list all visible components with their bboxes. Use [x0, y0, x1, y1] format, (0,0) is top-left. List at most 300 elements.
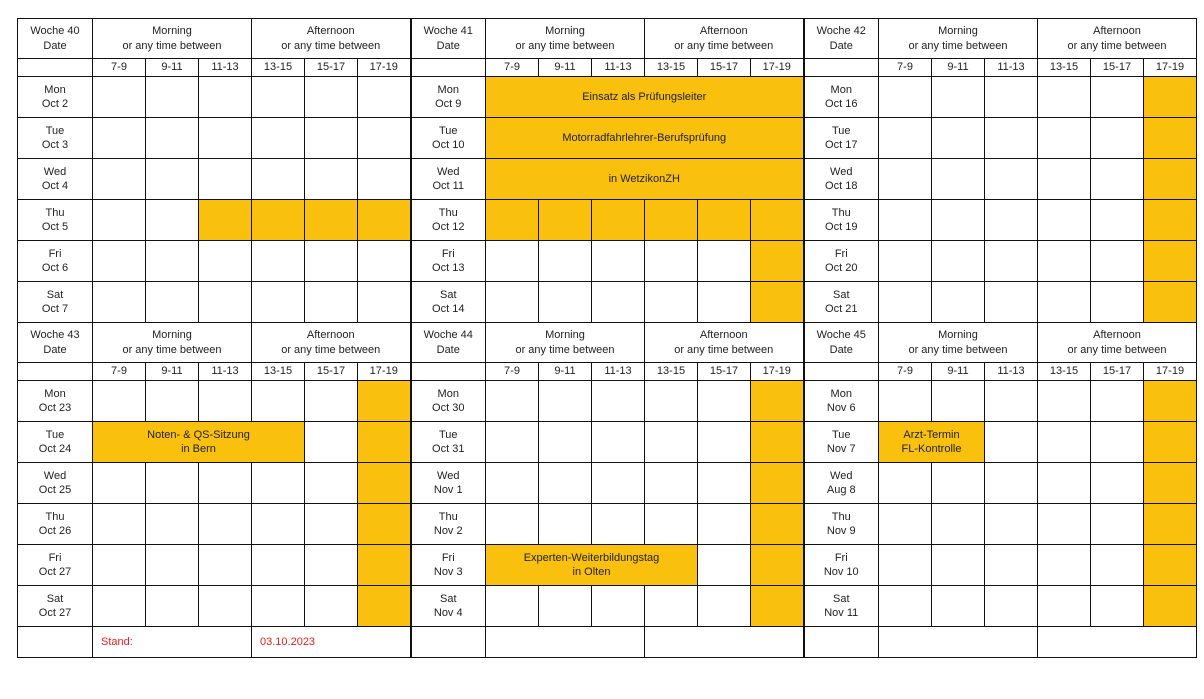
day-date: Oct 13	[432, 262, 465, 274]
day-date: Oct 10	[432, 139, 465, 151]
day-of-week: Tue	[45, 124, 65, 137]
period-label: Morning	[152, 329, 192, 342]
free-slot	[985, 586, 1038, 627]
free-slot	[932, 118, 985, 159]
free-slot	[1091, 586, 1144, 627]
day-row	[18, 545, 1197, 586]
free-slot	[199, 381, 252, 422]
between-label: or any time between	[674, 343, 774, 356]
slot-spacer	[411, 363, 486, 381]
day-of-week: Wed	[437, 165, 460, 178]
busy-slot	[1144, 77, 1197, 118]
free-slot	[539, 463, 592, 504]
day-date: Nov 11	[824, 607, 859, 619]
time-slot-header: 13-15	[645, 363, 698, 381]
week-number: Woche 44	[423, 329, 473, 342]
day-cell	[411, 381, 486, 422]
free-slot	[539, 586, 592, 627]
time-slot-header: 7-9	[486, 59, 539, 77]
period-label: Afternoon	[306, 329, 355, 342]
slot-spacer	[804, 59, 879, 77]
event-experten-weiterbildung	[486, 545, 698, 586]
free-slot	[93, 241, 146, 282]
free-slot	[1038, 159, 1091, 200]
busy-slot	[1144, 422, 1197, 463]
free-slot	[985, 463, 1038, 504]
day-date: Oct 5	[41, 221, 69, 233]
free-slot	[1038, 381, 1091, 422]
event-text: Experten-Weiterbildungstag	[523, 551, 660, 564]
free-slot	[93, 118, 146, 159]
stand-spacer	[411, 627, 486, 658]
free-slot	[539, 282, 592, 323]
day-cell	[804, 118, 879, 159]
day-date: Oct 9	[435, 98, 462, 110]
free-slot	[93, 77, 146, 118]
time-slot-header: 17-19	[358, 363, 411, 381]
time-slot-header: 9-11	[539, 363, 592, 381]
busy-slot	[592, 200, 645, 241]
day-cell	[18, 463, 93, 504]
time-slot-header: 17-19	[1144, 363, 1197, 381]
day-date: Oct 26	[38, 525, 72, 537]
week-header-row	[18, 323, 1197, 363]
week-number: Woche 45	[816, 329, 866, 342]
week-number: Woche 42	[816, 25, 866, 38]
stand-spacer	[804, 627, 879, 658]
event-text: in Bern	[181, 443, 216, 455]
free-slot	[1038, 545, 1091, 586]
busy-slot	[358, 422, 411, 463]
day-date: Oct 17	[825, 139, 858, 151]
week-number: Woche 40	[30, 25, 80, 38]
time-slot-header: 9-11	[146, 59, 199, 77]
between-label: or any time between	[1067, 39, 1167, 52]
busy-slot	[1144, 118, 1197, 159]
day-row	[18, 381, 1197, 422]
free-slot	[879, 463, 932, 504]
time-slot-header: 9-11	[539, 59, 592, 77]
free-slot	[1038, 282, 1091, 323]
morning-header	[879, 323, 1038, 363]
free-slot	[93, 200, 146, 241]
day-row	[18, 504, 1197, 545]
free-slot	[698, 504, 751, 545]
free-slot	[879, 545, 932, 586]
free-slot	[199, 545, 252, 586]
day-of-week: Fri	[48, 247, 62, 260]
busy-slot	[358, 504, 411, 545]
time-slot-row	[18, 363, 1197, 381]
time-slot-header: 9-11	[932, 59, 985, 77]
free-slot	[199, 159, 252, 200]
free-slot	[698, 282, 751, 323]
busy-slot	[1144, 282, 1197, 323]
between-label: or any time between	[674, 39, 774, 52]
day-date: Nov 7	[826, 443, 856, 455]
day-of-week: Thu	[831, 510, 851, 523]
event-text: in WetzikonZH	[608, 172, 680, 185]
free-slot	[199, 118, 252, 159]
day-row	[18, 282, 1197, 323]
free-slot	[146, 586, 199, 627]
busy-slot	[751, 463, 804, 504]
free-slot	[146, 118, 199, 159]
day-cell	[804, 200, 879, 241]
free-slot	[698, 422, 751, 463]
free-slot	[199, 504, 252, 545]
free-slot	[592, 586, 645, 627]
time-slot-header: 17-19	[1144, 59, 1197, 77]
day-date: Oct 18	[825, 180, 858, 192]
free-slot	[592, 282, 645, 323]
day-cell	[804, 586, 879, 627]
free-slot	[645, 381, 698, 422]
time-slot-header: 7-9	[486, 363, 539, 381]
free-slot	[252, 118, 305, 159]
free-slot	[1038, 422, 1091, 463]
between-label: or any time between	[281, 39, 381, 52]
day-of-week: Mon	[437, 83, 459, 96]
busy-slot	[751, 241, 804, 282]
free-slot	[1091, 77, 1144, 118]
day-cell	[804, 422, 879, 463]
free-slot	[486, 381, 539, 422]
free-slot	[252, 463, 305, 504]
free-slot	[932, 159, 985, 200]
day-of-week: Sat	[439, 592, 457, 605]
day-cell	[804, 545, 879, 586]
day-date: Oct 31	[432, 443, 465, 455]
day-cell	[411, 422, 486, 463]
time-slot-header: 17-19	[358, 59, 411, 77]
busy-slot	[751, 422, 804, 463]
time-slot-header: 13-15	[1038, 59, 1091, 77]
day-of-week: Sat	[439, 288, 457, 301]
free-slot	[932, 504, 985, 545]
day-of-week: Sat	[46, 592, 64, 605]
free-slot	[305, 282, 358, 323]
afternoon-header	[252, 323, 411, 363]
day-cell	[18, 282, 93, 323]
day-cell	[804, 241, 879, 282]
afternoon-header	[1038, 323, 1197, 363]
day-cell	[18, 241, 93, 282]
day-of-week: Fri	[441, 551, 455, 564]
busy-slot	[358, 463, 411, 504]
busy-slot	[539, 200, 592, 241]
free-slot	[252, 381, 305, 422]
day-date: Nov 3	[433, 566, 463, 578]
free-slot	[252, 241, 305, 282]
day-of-week: Thu	[438, 510, 458, 523]
free-slot	[932, 545, 985, 586]
time-slot-header: 13-15	[1038, 363, 1091, 381]
event-text: Einsatz als Prüfungsleiter	[582, 90, 707, 103]
date-label: Date	[829, 343, 853, 356]
between-label: or any time between	[281, 343, 381, 356]
day-date: Oct 16	[825, 98, 858, 110]
morning-header	[486, 19, 645, 59]
busy-slot	[199, 200, 252, 241]
day-of-week: Thu	[438, 206, 458, 219]
stand-label: Stand:	[93, 627, 252, 658]
free-slot	[305, 504, 358, 545]
busy-slot	[698, 200, 751, 241]
period-label: Morning	[938, 329, 978, 342]
day-date: Oct 21	[825, 303, 858, 315]
free-slot	[252, 77, 305, 118]
free-slot	[1038, 118, 1091, 159]
day-of-week: Wed	[830, 165, 853, 178]
day-of-week: Thu	[45, 206, 65, 219]
time-slot-header: 7-9	[93, 59, 146, 77]
free-slot	[985, 77, 1038, 118]
free-slot	[698, 463, 751, 504]
free-slot	[985, 504, 1038, 545]
stand-date: 03.10.2023	[252, 627, 411, 658]
free-slot	[1091, 422, 1144, 463]
day-of-week: Tue	[438, 428, 458, 441]
free-slot	[592, 381, 645, 422]
free-slot	[358, 77, 411, 118]
free-slot	[486, 463, 539, 504]
free-slot	[645, 463, 698, 504]
free-slot	[305, 463, 358, 504]
free-slot	[592, 504, 645, 545]
free-slot	[305, 118, 358, 159]
day-of-week: Tue	[45, 428, 65, 441]
free-slot	[146, 159, 199, 200]
free-slot	[146, 241, 199, 282]
free-slot	[698, 545, 751, 586]
date-label: Date	[436, 343, 460, 356]
day-of-week: Thu	[45, 510, 65, 523]
day-date: Oct 23	[38, 402, 72, 414]
day-date: Oct 19	[825, 221, 858, 233]
free-slot	[879, 118, 932, 159]
slot-spacer	[18, 363, 93, 381]
free-slot	[486, 241, 539, 282]
day-row	[18, 586, 1197, 627]
free-slot	[539, 381, 592, 422]
free-slot	[146, 381, 199, 422]
free-slot	[305, 381, 358, 422]
period-label: Afternoon	[699, 25, 748, 38]
free-slot	[305, 159, 358, 200]
free-slot	[93, 463, 146, 504]
time-slot-header: 13-15	[645, 59, 698, 77]
date-label: Date	[436, 39, 460, 52]
free-slot	[1038, 241, 1091, 282]
time-slot-header: 17-19	[751, 363, 804, 381]
free-slot	[985, 200, 1038, 241]
day-date: Oct 12	[432, 221, 465, 233]
day-cell	[411, 586, 486, 627]
free-slot	[645, 504, 698, 545]
busy-slot	[751, 381, 804, 422]
busy-slot	[751, 586, 804, 627]
day-row	[18, 463, 1197, 504]
time-slot-header: 13-15	[252, 59, 305, 77]
day-cell	[804, 159, 879, 200]
stand-blank	[486, 627, 645, 658]
day-cell	[411, 282, 486, 323]
between-label: or any time between	[908, 343, 1008, 356]
free-slot	[199, 586, 252, 627]
free-slot	[1091, 463, 1144, 504]
day-date: Oct 27	[38, 607, 72, 619]
free-slot	[985, 545, 1038, 586]
day-date: Oct 2	[41, 98, 69, 110]
time-slot-header: 15-17	[698, 363, 751, 381]
time-slot-header: 11-13	[199, 363, 252, 381]
free-slot	[486, 586, 539, 627]
busy-slot	[751, 504, 804, 545]
slot-spacer	[804, 363, 879, 381]
free-slot	[1038, 77, 1091, 118]
free-slot	[879, 200, 932, 241]
free-slot	[879, 282, 932, 323]
day-of-week: Mon	[830, 83, 852, 96]
free-slot	[252, 159, 305, 200]
free-slot	[199, 77, 252, 118]
day-date: Oct 24	[38, 443, 72, 455]
free-slot	[932, 200, 985, 241]
free-slot	[1038, 504, 1091, 545]
day-cell	[411, 504, 486, 545]
day-cell	[411, 77, 486, 118]
free-slot	[985, 241, 1038, 282]
week-label	[18, 19, 93, 59]
day-date: Oct 7	[41, 303, 69, 315]
date-label: Date	[829, 39, 853, 52]
free-slot	[93, 545, 146, 586]
free-slot	[486, 282, 539, 323]
free-slot	[486, 504, 539, 545]
week-label	[411, 19, 486, 59]
time-slot-header: 7-9	[93, 363, 146, 381]
event-motorrad	[486, 118, 804, 159]
day-date: Nov 2	[433, 525, 463, 537]
free-slot	[985, 118, 1038, 159]
free-slot	[985, 381, 1038, 422]
afternoon-header	[645, 19, 804, 59]
morning-header	[486, 323, 645, 363]
day-of-week: Mon	[44, 83, 66, 96]
free-slot	[932, 463, 985, 504]
time-slot-header: 11-13	[592, 363, 645, 381]
day-date: Oct 4	[41, 180, 69, 192]
free-slot	[199, 463, 252, 504]
busy-slot	[358, 586, 411, 627]
free-slot	[932, 77, 985, 118]
free-slot	[879, 586, 932, 627]
free-slot	[645, 586, 698, 627]
busy-slot	[1144, 463, 1197, 504]
free-slot	[358, 118, 411, 159]
slot-spacer	[18, 59, 93, 77]
day-date: Oct 30	[432, 402, 465, 414]
free-slot	[252, 504, 305, 545]
free-slot	[985, 159, 1038, 200]
stand-blank	[879, 627, 1038, 658]
event-noten-sitzung	[93, 422, 305, 463]
day-cell	[411, 200, 486, 241]
time-slot-header: 15-17	[698, 59, 751, 77]
event-text: in Olten	[572, 566, 611, 578]
day-row	[18, 200, 1197, 241]
time-slot-header: 15-17	[305, 363, 358, 381]
event-text: Noten- & QS-Sitzung	[147, 428, 250, 441]
day-cell	[804, 381, 879, 422]
day-of-week: Fri	[48, 551, 62, 564]
busy-slot	[358, 545, 411, 586]
period-label: Morning	[938, 25, 978, 38]
free-slot	[645, 422, 698, 463]
time-slot-header: 15-17	[1091, 363, 1144, 381]
time-slot-header: 11-13	[985, 59, 1038, 77]
stand-spacer	[18, 627, 93, 658]
afternoon-header	[645, 323, 804, 363]
free-slot	[199, 282, 252, 323]
between-label: or any time between	[515, 343, 615, 356]
morning-header	[93, 323, 252, 363]
day-of-week: Fri	[834, 247, 848, 260]
free-slot	[1091, 381, 1144, 422]
between-label: or any time between	[515, 39, 615, 52]
day-row	[18, 118, 1197, 159]
time-slot-header: 15-17	[1091, 59, 1144, 77]
period-label: Morning	[545, 25, 585, 38]
free-slot	[985, 422, 1038, 463]
day-of-week: Mon	[437, 387, 459, 400]
day-of-week: Mon	[830, 387, 852, 400]
day-of-week: Tue	[438, 124, 458, 137]
free-slot	[879, 381, 932, 422]
period-label: Afternoon	[1093, 329, 1141, 342]
event-arzt-termin	[879, 422, 985, 463]
day-cell	[18, 381, 93, 422]
time-slot-header: 11-13	[199, 59, 252, 77]
busy-slot	[358, 381, 411, 422]
time-slot-header: 7-9	[879, 59, 932, 77]
time-slot-header: 11-13	[592, 59, 645, 77]
day-cell	[18, 77, 93, 118]
free-slot	[698, 586, 751, 627]
day-of-week: Tue	[831, 428, 851, 441]
free-slot	[592, 422, 645, 463]
day-date: Oct 14	[432, 303, 465, 315]
period-label: Afternoon	[306, 25, 355, 38]
busy-slot	[305, 200, 358, 241]
week-label	[18, 323, 93, 363]
day-cell	[18, 586, 93, 627]
free-slot	[1038, 463, 1091, 504]
free-slot	[698, 381, 751, 422]
day-row	[18, 422, 1197, 463]
free-slot	[1038, 200, 1091, 241]
afternoon-header	[1038, 19, 1197, 59]
between-label: or any time between	[1067, 343, 1167, 356]
day-row	[18, 77, 1197, 118]
free-slot	[932, 282, 985, 323]
day-of-week: Sat	[832, 592, 850, 605]
day-of-week: Wed	[43, 165, 67, 178]
free-slot	[1091, 282, 1144, 323]
free-slot	[358, 241, 411, 282]
day-cell	[804, 282, 879, 323]
